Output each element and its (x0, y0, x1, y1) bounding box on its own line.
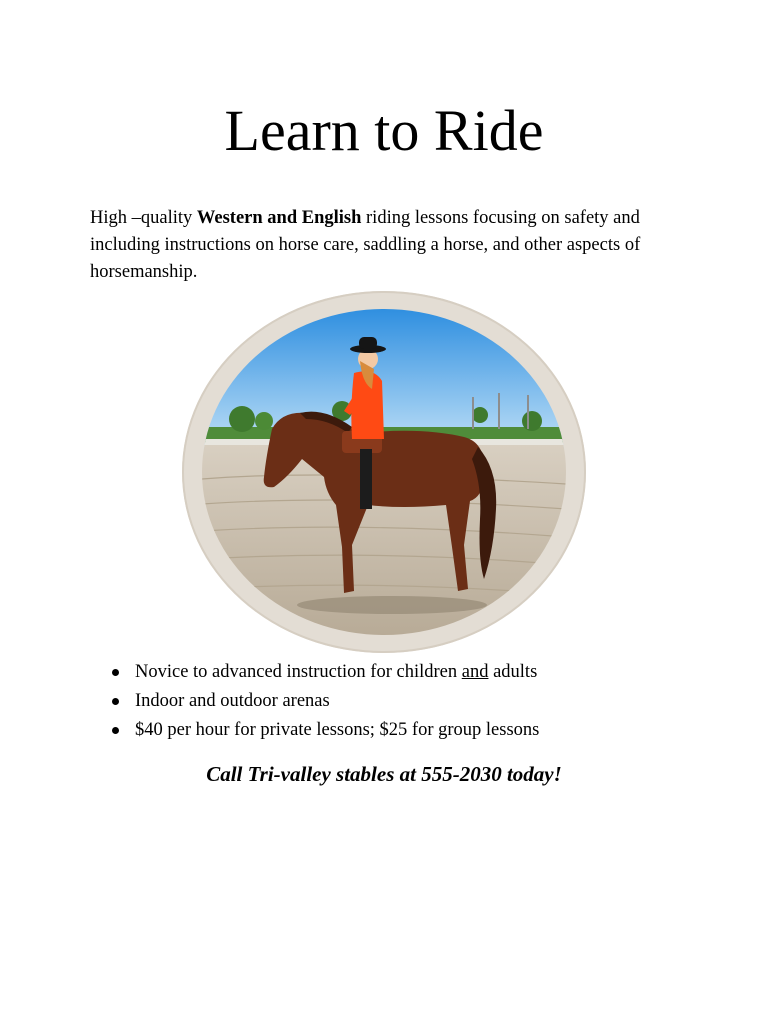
horse-rider-photo (202, 309, 566, 635)
intro-bold-text: Western and English (196, 208, 362, 228)
feature-text: $40 per hour for private lessons; $25 for group lessons (135, 720, 540, 740)
list-item (106, 716, 706, 745)
intro-text-start: High –quality (90, 208, 197, 228)
bullet-icon (112, 698, 119, 705)
bullet-icon (112, 727, 119, 734)
feature-text: Indoor and outdoor arenas (135, 691, 330, 711)
photo-frame (182, 291, 586, 653)
intro-text-end: riding lessons focusing on safety and including instructions on horse care, saddling a horse, and other aspects of horsemanship. (90, 208, 641, 282)
bullet-icon (112, 669, 119, 676)
intro-paragraph (90, 205, 680, 286)
feature-underlined-text: and (461, 662, 489, 682)
feature-text: Novice to advanced instruction for children (135, 662, 462, 682)
list-item (106, 658, 706, 687)
call-to-action: Call Tri-valley stables at 555-2030 today! (206, 762, 562, 786)
feature-text-end: adults (488, 662, 538, 682)
page-title: Learn to Ride (224, 98, 544, 163)
features-list (106, 658, 706, 745)
list-item (106, 687, 706, 716)
horse-rider-illustration (202, 309, 566, 635)
